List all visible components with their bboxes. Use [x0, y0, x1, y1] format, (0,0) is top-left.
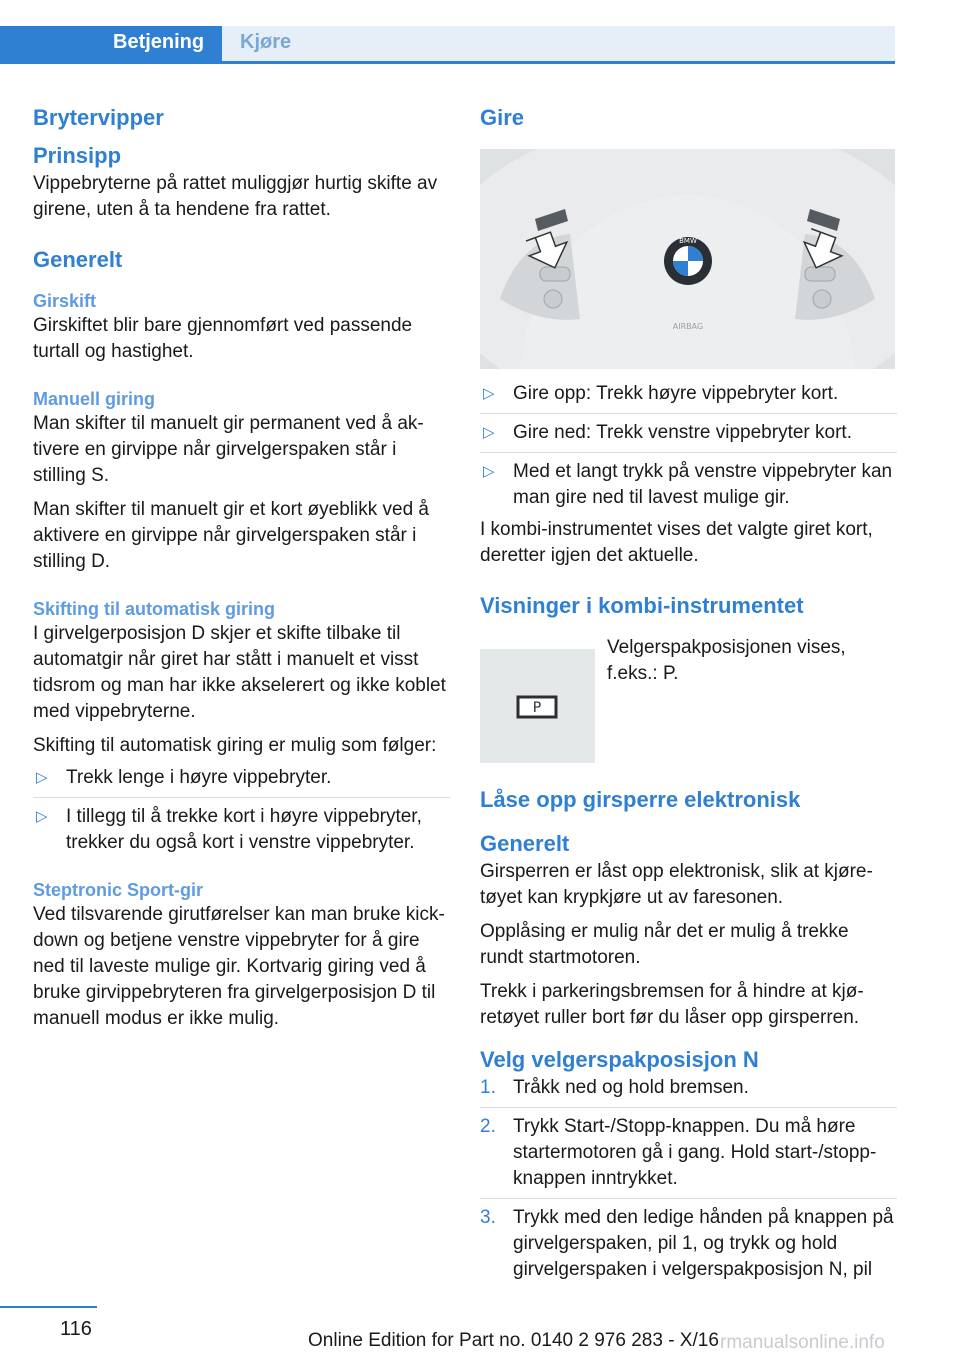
auto-list — [33, 765, 450, 856]
triangle-bullet-icon: ▷ — [36, 769, 48, 786]
tab-kjore[interactable]: Kjøre — [222, 26, 895, 61]
footer-divider — [0, 1306, 97, 1308]
display-row — [480, 635, 897, 763]
section-title-gire: Gire — [480, 105, 525, 130]
page-number: 116 — [60, 1318, 92, 1340]
gire-list — [480, 381, 897, 511]
heading-velg-n: Velg velgerspakposisjon N — [480, 1047, 759, 1072]
instrument-display-image — [480, 649, 595, 763]
text-girskift: Girskiftet blir bare gjennomført ved passende turtall og hastighet. — [33, 315, 413, 362]
right-column — [480, 98, 897, 1283]
text-prinsipp: Vippebryterne på rattet muliggjør hurtig skifte av girene, uten å ta hendene fra rattet. — [33, 173, 438, 220]
list-item: ▷ Trekk lenge i høyre vippebryter. — [33, 765, 450, 791]
airbag-label: AIRBAG — [672, 322, 704, 331]
list-item: 3. Trykk med den ledige hånden på knappen på girvelgerspaken, pil 1, og trykk og hold girvelgerspaken i velgerspakposisjon N, pil — [480, 1207, 894, 1280]
heading-steptronic: Steptronic Sport-gir — [33, 880, 203, 900]
section-title-brytervipper: Brytervipper — [33, 105, 164, 130]
text-visninger: Velgerspakposisjonen vises, f.eks.: P. — [607, 637, 846, 684]
heading-visninger: Visninger i kombi-instrumentet — [480, 593, 804, 618]
heading-generelt: Generelt — [33, 247, 123, 272]
gear-display-label: P — [532, 700, 542, 716]
left-column — [33, 98, 450, 1032]
text-generelt-3: Trekk i parkeringsbremsen for å hindre at kjøretøyet ruller bort før du låser opp girsperren. — [480, 981, 864, 1028]
text-manuell-1: Man skifter til manuelt gir permanent ved å aktivere en girvippe når girvelgerspaken står i stilling S. — [33, 413, 424, 486]
list-item: ▷ I tillegg til å trekke kort i høyre vippebryter, trekker du også kort i venstre vippebryter. — [36, 806, 422, 853]
text-automatisk-1: I girvelgerposisjon D skjer et skifte tilbake til automatgir når giret har stått i manuelt et visst tidsrom og man har ikke akselerert og ikke koblet med vippebryterne. — [33, 623, 446, 722]
triangle-bullet-icon: ▷ — [483, 424, 495, 441]
text-steptronic: Ved tilsvarende girutførelser kan man bruke kick-down og betjene venstre vippebryter for å gire ned til laveste mulige gir. Kortvarig giring ved å bruke girvippebryteren fra girvelgerposisjon D til manuell modus er ikke mulig. — [33, 904, 445, 1029]
heading-lase-opp: Låse opp girsperre elektronisk — [480, 787, 801, 812]
heading-prinsipp: Prinsipp — [33, 143, 122, 168]
velg-list — [480, 1075, 897, 1283]
triangle-bullet-icon: ▷ — [483, 385, 495, 402]
header-divider — [0, 61, 895, 64]
edition-text: Online Edition for Part no. 0140 2 976 283 - X/16 — [308, 1330, 719, 1351]
list-item: ▷ Gire ned: Trekk venstre vippebryter kort. — [480, 420, 897, 446]
bmw-badge-label: BMW — [679, 237, 697, 245]
triangle-bullet-icon: ▷ — [36, 808, 48, 825]
text-gire: I kombi-instrumentet vises det valgte giret kort, deretter igjen det aktuelle. — [480, 519, 873, 566]
triangle-bullet-icon: ▷ — [483, 463, 495, 480]
watermark: rmanualsonline.info — [720, 1332, 885, 1353]
list-item: ▷ Gire opp: Trekk høyre vippebryter kort. — [480, 381, 897, 407]
text-generelt-2: Opplåsing er mulig når det er mulig å trekke rundt startmotoren. — [480, 921, 849, 968]
list-item: 2. Trykk Start-/Stopp-knappen. Du må høre startermotoren gå i gang. Hold start-/stopp-knappen inntrykket. — [480, 1116, 877, 1189]
text-manuell-2: Man skifter til manuelt gir et kort øyeblikk ved å aktivere en girvippe når girvelgerspaken står i stilling D. — [33, 499, 429, 572]
heading-automatisk: Skifting til automatisk giring — [33, 599, 276, 619]
text-automatisk-2: Skifting til automatisk giring er mulig som følger: — [33, 735, 437, 756]
list-item: 1. Tråkk ned og hold bremsen. — [480, 1077, 749, 1098]
list-item: ▷ Med et langt trykk på venstre vippebryter kan man gire ned til lavest mulige gir. — [483, 461, 893, 508]
heading-manuell-giring: Manuell giring — [33, 389, 156, 409]
steering-wheel-image — [480, 149, 895, 369]
heading-generelt-2: Generelt — [480, 831, 570, 856]
tab-betjening[interactable]: Betjening — [0, 26, 222, 61]
text-generelt-1: Girsperren er låst opp elektronisk, slik at kjøretøyet kan krypkjøre ut av faresonen. — [480, 861, 873, 908]
heading-girskift: Girskift — [33, 291, 97, 311]
